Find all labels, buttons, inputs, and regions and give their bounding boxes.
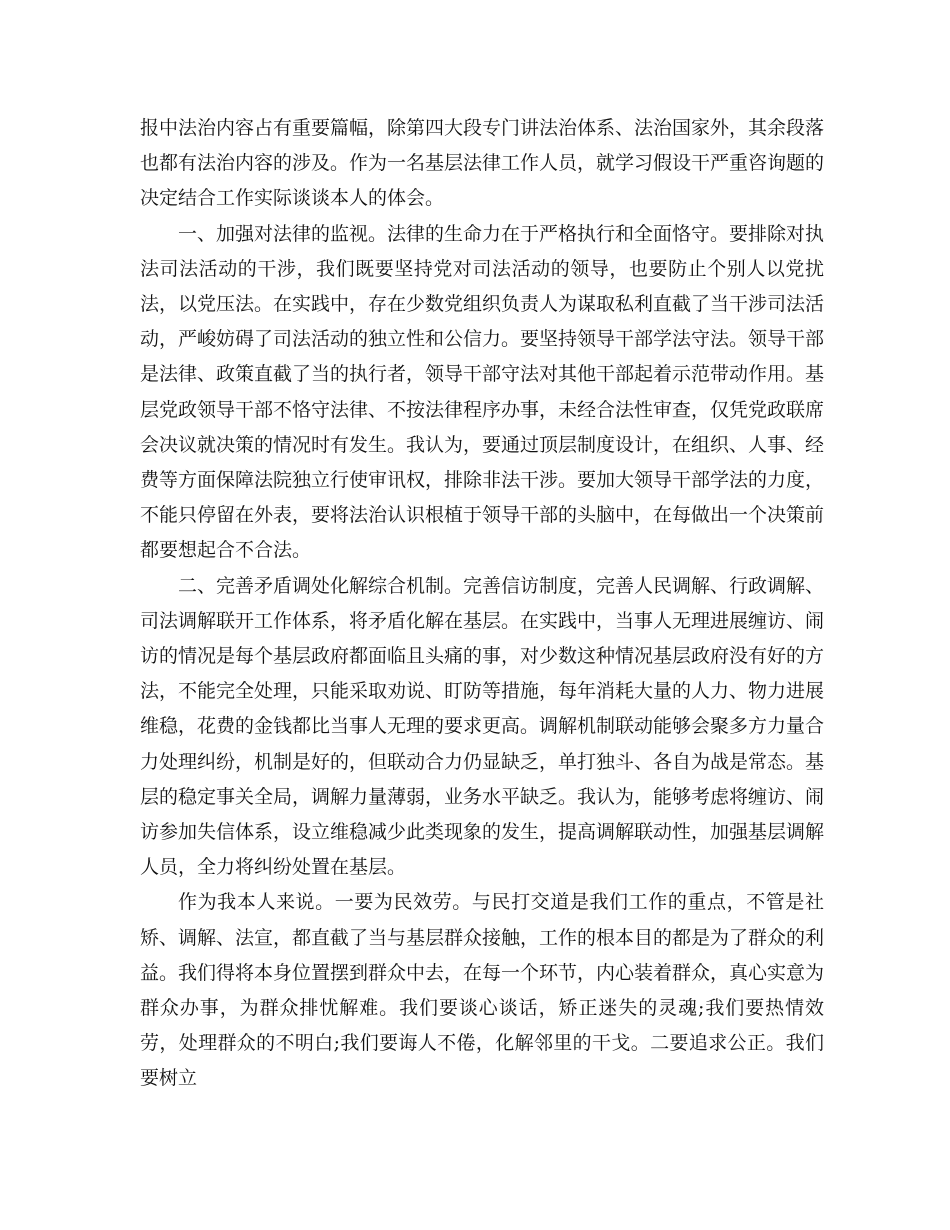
paragraph-continuation-intro: 报中法治内容占有重要篇幅，除第四大段专门讲法治体系、法治国家外，其余段落也都有法治内容的涉及。作为一名基层法律工作人员，就学习假设干严重咨询题的决定结合工作实际谈谈本人的体会。 xyxy=(140,117,825,210)
document-body xyxy=(140,111,824,1097)
paragraph-conflict-mediation: 二、完善矛盾调处化解综合机制。完善信访制度，完善人民调解、行政调解、司法调解联开工作体系，将矛盾化解在基层。在实践中，当事人无理进展缠访、闹访的情况是每个基层政府都面临且头痛的事，对少数这种情况基层政府没有好的方法，不能完全处理，只能采取劝说、盯防等措施，每年消耗大量的人力、物力进展维稳，花费的金钱都比当事人无理的要求更高。调解机制联动能够会聚多方力量合力处理纠纷，机制是好的，但联动合力仍显缺乏，单打独斗、各自为战是常态。基层的稳定事关全局，调解力量薄弱，业务水平缺乏。我认为，能够考虑将缠访、闹访参加失信体系，设立维稳减少此类现象的发生，提高调解联动性，加强基层调解人员，全力将纠纷处置在基层。 xyxy=(140,574,825,879)
paragraph-legal-supervision: 一、加强对法律的监视。法律的生命力在于严格执行和全面恪守。要排除对执法司法活动的干涉，我们既要坚持党对司法活动的领导，也要防止个别人以党扰法，以党压法。在实践中，存在少数党组织负责人为谋取私利直截了当干涉司法活动，严峻妨碍了司法活动的独立性和公信力。要坚持领导干部学法守法。领导干部是法律、政策直截了当的执行者，领导干部守法对其他干部起着示范带动作用。基层党政领导干部不恪守法律、不按法律程序办事，未经合法性审查，仅凭党政联席会决议就决策的情况时有发生。我认为，要通过顶层制度设计，在组织、人事、经费等方面保障法院独立行使审讯权，排除非法干涉。要加大领导干部学法的力度，不能只停留在外表，要将法治认识根植于领导干部的头脑中，在每做出一个决策前都要想起合不合法。 xyxy=(140,222,825,562)
paragraph-personal-reflection: 作为我本人来说。一要为民效劳。与民打交道是我们工作的重点，不管是社矫、调解、法宣，都直截了当与基层群众接触，工作的根本目的都是为了群众的利益。我们得将本身位置摆到群众中去，在每一个环节，内心装着群众，真心实意为群众办事，为群众排忧解难。我们要谈心谈话，矫正迷失的灵魂;我们要热情效劳，处理群众的不明白;我们要诲人不倦，化解邻里的干戈。二要追求公正。我们要树立 xyxy=(140,891,825,1090)
